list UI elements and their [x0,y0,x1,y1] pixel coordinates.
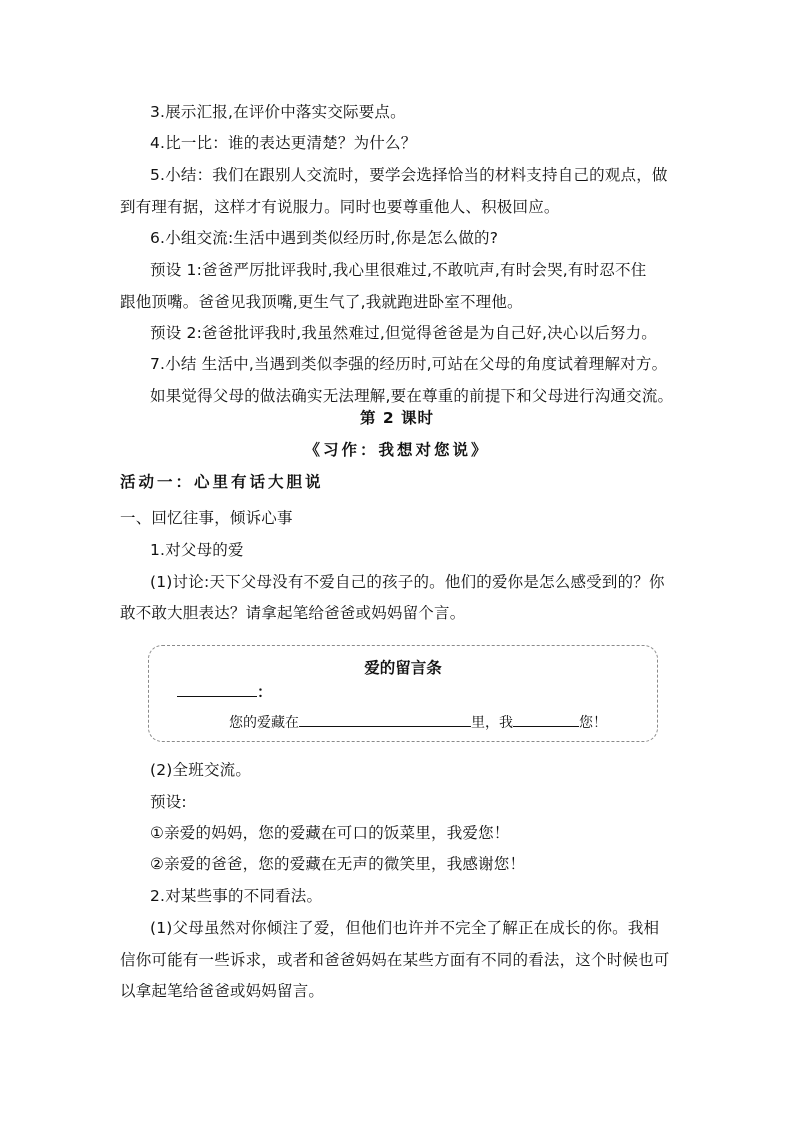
note-title: 爱的留言条 [364,659,442,677]
preset-1-line-2: 跟他顶嘴。爸爸见我顶嘴,更生气了,我就跑进卧室不理他。 [120,293,523,311]
step-3-text: 3.展示汇报,在评价中落实交际要点。 [150,103,406,121]
section-2-line-3: 以拿起笔给爸爸或妈妈留言。 [120,982,325,1000]
activity-heading: 活动一：心里有话大胆说 [120,473,324,491]
feeling-blank [513,712,579,727]
note-text-a: 您的爱藏在 [229,715,299,731]
recipient-blank [177,696,257,697]
section-2-line-1: (1)父母虽然对你倾注了爱，但他们也许并不完全了解正在成长的你。我相 [150,919,660,937]
discussion-line-2: 敢不敢大胆表达？请拿起笔给爸爸或妈妈留个言。 [120,604,466,622]
love-place-blank [299,712,471,727]
step-7-line-2: 如果觉得父母的做法确实无法理解,要在尊重的前提下和父母进行沟通交流。 [150,387,674,405]
section-1-heading: 一、回忆往事，倾诉心事 [120,509,293,527]
section-2-heading: 2.对某些事的不同看法。 [150,887,323,905]
preset-2-text: 预设 2:爸爸批评我时,我虽然难过,但觉得爸爸是为自己好,决心以后努力。 [150,324,657,342]
step-7-line-1: 7.小结 生活中,当遇到类似李强的经历时,可站在父母的角度试着理解对方。 [150,355,668,373]
note-colon: ： [257,683,273,701]
whole-class-text: (2)全班交流。 [150,761,252,779]
step-6-text: 6.小组交流:生活中遇到类似经历时,你是怎么做的? [150,229,499,247]
step-5-text-line-2: 到有理有据，这样才有说服力。同时也要尊重他人、积极回应。 [120,198,560,216]
lesson-heading: 第 2 课时 [359,409,435,427]
lesson-subtitle: 《习作：我想对您说》 [304,441,490,459]
section-1-1-heading: 1.对父母的爱 [150,541,244,559]
step-5-text-line-1: 5.小结：我们在跟别人交流时，要学会选择恰当的材料支持自己的观点，做 [150,166,668,184]
section-2-line-2: 信你可能有一些诉求，或者和爸爸妈妈在某些方面有不同的看法，这个时候也可 [120,951,670,969]
note-text-b: 里，我 [471,715,513,731]
step-4-text: 4.比一比：谁的表达更清楚？为什么？ [150,134,417,152]
note-sentence [229,712,607,733]
example-2: ②亲爱的爸爸，您的爱藏在无声的微笑里，我感谢您！ [150,855,526,873]
love-message-note [148,645,658,742]
note-text-c: 您！ [579,715,607,731]
preset-1-line-1: 预设 1:爸爸严厉批评我时,我心里很难过,不敢吭声,有时会哭,有时忍不住 [150,261,647,279]
discussion-line-1: (1)讨论:天下父母没有不爱自己的孩子的。他们的爱你是怎么感受到的？你 [150,573,665,591]
example-1: ①亲爱的妈妈，您的爱藏在可口的饭菜里，我爱您！ [150,824,510,842]
preset-label: 预设: [150,793,187,811]
